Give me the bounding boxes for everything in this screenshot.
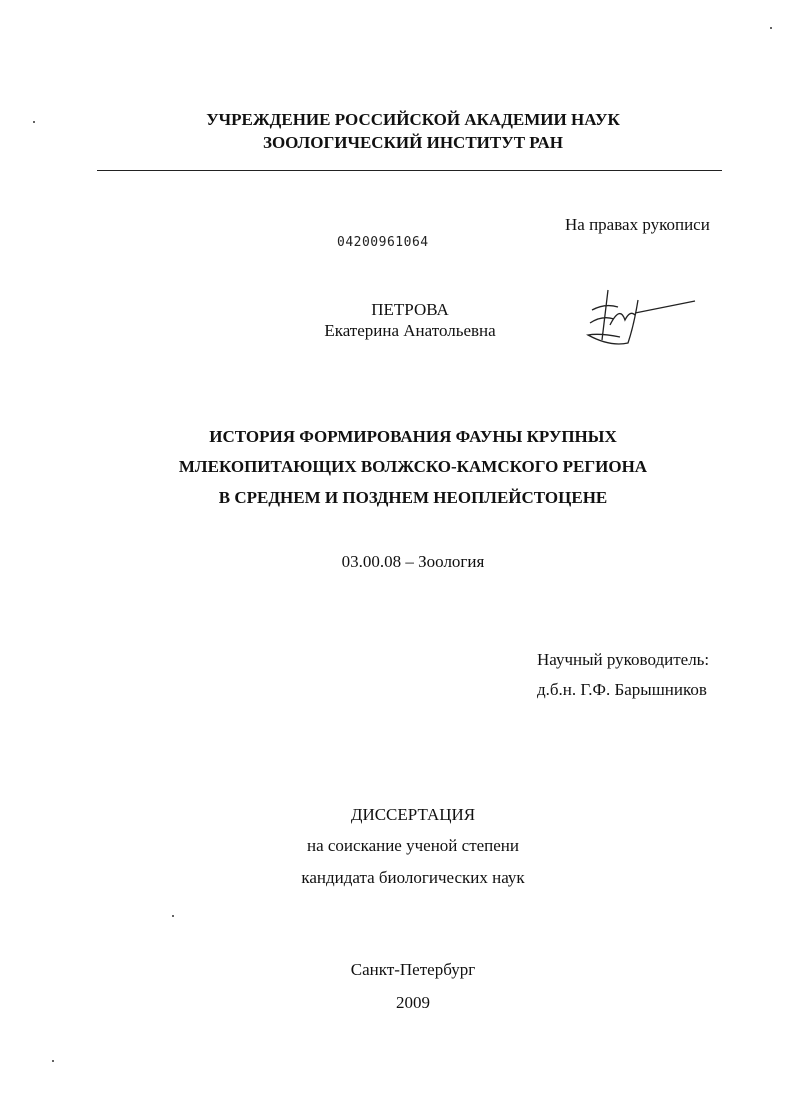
degree-line-3: кандидата биологических наук — [301, 868, 525, 887]
scan-speck — [770, 27, 772, 29]
degree-line-1: ДИССЕРТАЦИЯ — [350, 805, 476, 824]
year: 2009 — [396, 993, 430, 1012]
title-line-3: В СРЕДНЕМ И ПОЗДНЕМ НЕОПЛЕЙСТОЦЕНЕ — [218, 488, 608, 507]
specialty: 03.00.08 – Зоология — [341, 552, 485, 571]
scan-speck — [52, 1060, 54, 1062]
manuscript-note: На правах рукописи — [565, 215, 710, 234]
author-signature — [580, 285, 700, 350]
author-name: Екатерина Анатольевна — [324, 321, 496, 340]
title-line-2: МЛЕКОПИТАЮЩИХ ВОЛЖСКО-КАМСКОГО РЕГИОНА — [178, 457, 648, 476]
title-line-1: ИСТОРИЯ ФОРМИРОВАНИЯ ФАУНЫ КРУПНЫХ — [209, 427, 617, 446]
supervisor-name: д.б.н. Г.Ф. Барышников — [537, 680, 707, 699]
scan-speck — [172, 915, 174, 917]
supervisor-label: Научный руководитель: — [537, 650, 710, 669]
catalog-number: 04200961064 — [337, 235, 429, 250]
header-divider — [97, 170, 722, 171]
degree-line-2: на соискание ученой степени — [306, 836, 520, 855]
author-surname: ПЕТРОВА — [371, 300, 449, 319]
institution-line-2: ЗООЛОГИЧЕСКИЙ ИНСТИТУТ РАН — [262, 133, 563, 152]
institution-line-1: УЧРЕЖДЕНИЕ РОССИЙСКОЙ АКАДЕМИИ НАУК — [206, 110, 620, 129]
scan-speck — [33, 121, 35, 123]
city: Санкт-Петербург — [350, 960, 476, 979]
